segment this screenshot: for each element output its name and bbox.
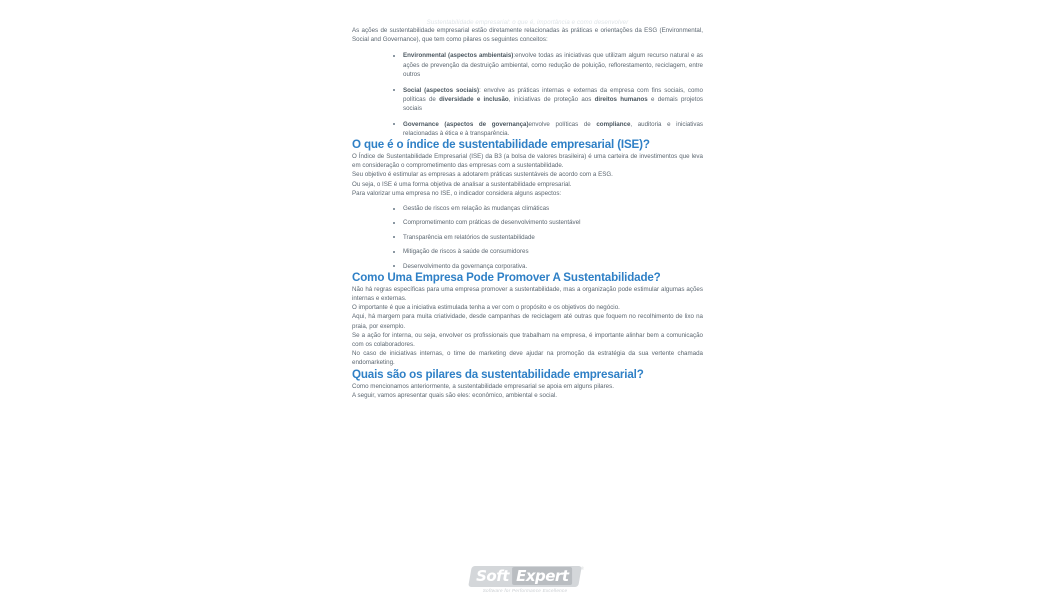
ise-paragraph-4: Para valorizar uma empresa no ISE, o indicador considera alguns aspectos: <box>352 189 562 197</box>
list-item <box>392 51 703 79</box>
pilares-paragraph-1: Como mencionamos anteriormente, a sustentabilidade empresarial se apoia em alguns pilares. <box>352 382 614 390</box>
bullet-emphasis-text: compliance <box>596 120 631 128</box>
ise-paragraph-2: Seu objetivo é estimular as empresas a adotarem práticas sustentáveis de acordo com a ESG. <box>352 171 613 179</box>
bullet-body-text-2: , auditoria e iniciativas relacionadas à ética e à transparência. <box>403 120 703 137</box>
bullet-emphasis-text: diversidade e inclusão <box>439 95 509 103</box>
list-item: Desenvolvimento da governança corporativa. <box>392 262 703 271</box>
softexpert-logo <box>470 566 585 593</box>
promover-paragraph-2: O importante é que a iniciativa estimulada tenha a ver com o propósito e os objetivos do negócio. <box>352 304 620 312</box>
ise-paragraph-1: O Índice de Sustentabilidade Empresarial (ISE) da B3 (a bolsa de valores brasileira) é uma carteira de investimentos que leva em consideração o comprometimento das empresas com a sustentabilidade. <box>352 153 703 170</box>
intro-paragraph: As ações de sustentabilidade empresarial estão diretamente relacionadas às práticas e orientações da ESG (Environmental, Social and Governance), que tem como pilares os seguintes conceitos: <box>352 27 703 44</box>
esg-pillars-list <box>392 51 703 138</box>
section-heading-pilares: Quais são os pilares da sustentabilidade empresarial? <box>352 367 644 381</box>
ise-aspects-list <box>392 204 703 271</box>
section-heading-ise: O que é o índice de sustentabilidade empresarial (ISE)? <box>352 138 650 152</box>
list-item: Gestão de riscos em relação às mudanças climáticas <box>392 204 703 213</box>
bullet-body-text: envolve políticas de <box>528 120 597 128</box>
bullet-emphasis-text-2: direitos humanos <box>594 95 648 103</box>
section-heading-promover: Como Uma Empresa Pode Promover A Sustentabilidade? <box>352 270 661 284</box>
bullet-body-text: :envolve todas as iniciativas que utilizam algum recurso natural e as ações de prevenção da destruição ambiental, como redução de poluição, reflorestamento, reciclagem, entre outros <box>403 52 703 78</box>
bullet-body-text-2: , iniciativas de proteção aos <box>508 95 595 103</box>
pilares-paragraph-2: A seguir, vamos apresentar quais são eles: econômico, ambiental e social. <box>352 391 558 399</box>
logo-word-expert: Expert <box>512 567 572 585</box>
running-head: Sustentabilidade empresarial: o que é, importância e como desenvolver <box>426 19 629 26</box>
list-item: Mitigação de riscos à saúde de consumidores <box>392 247 703 256</box>
list-item <box>392 86 703 114</box>
content-column <box>352 0 703 400</box>
bullet-body-text: : envolve as práticas internas e externas da empresa com fins sociais, como políticas de <box>403 86 703 103</box>
promover-paragraph-1: Não há regras específicas para uma empresa promover a sustentabilidade, mas a organização pode estimular algumas ações internas e externas. <box>352 285 703 303</box>
list-item: Comprometimento com práticas de desenvolvimento sustentável <box>392 218 703 227</box>
promover-paragraph-3: Aqui, há margem para muita criatividade, desde campanhas de reciclagem até outras que foquem no recolhimento de lixo na praia, por exemplo. <box>352 313 703 330</box>
registered-trademark-icon: ® <box>580 566 585 571</box>
logo-mark <box>468 566 585 587</box>
bullet-lead-text: Environmental (aspectos ambientais) <box>403 52 514 60</box>
list-item <box>392 120 703 138</box>
bullet-lead-text: Governance (aspectos de governança) <box>403 120 529 128</box>
promover-paragraph-4: Se a ação for interna, ou seja, envolver os profissionais que trabalham na empresa, é importante alinhar bem a comunicação com os colaboradores. <box>352 331 703 349</box>
bullet-lead-text: Social (aspectos sociais) <box>403 86 480 94</box>
bullet-body-text-3: e demais projetos sociais <box>403 95 703 112</box>
ise-paragraph-3: Ou seja, o ISE é uma forma objetiva de analisar a sustentabilidade empresarial. <box>352 180 572 188</box>
logo-word-soft: Soft <box>475 567 509 585</box>
promover-paragraph-5: No caso de iniciativas internas, o time de marketing deve ajudar na promoção da estratégia da sua vertente chamada endomarketing. <box>352 350 703 367</box>
footer-logo-area <box>0 566 1050 597</box>
logo-tagline: Software for Performance Excellence <box>482 588 568 593</box>
list-item: Transparência em relatórios de sustentabilidade <box>392 233 703 242</box>
